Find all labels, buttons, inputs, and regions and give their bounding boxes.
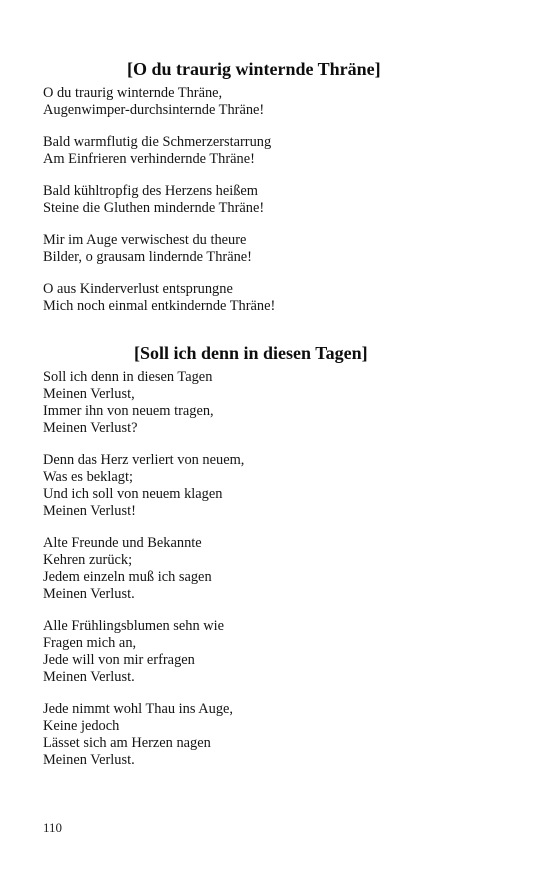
verse-line: Meinen Verlust,: [43, 386, 135, 402]
verse-line: Bald kühltropfig des Herzens heißem: [43, 183, 259, 199]
poem-soll-ich-denn: [0, 342, 550, 784]
verse-line: Augenwimper-durchsinternde Thräne!: [43, 102, 265, 118]
stanza: [43, 134, 550, 168]
verse-line: Jede will von mir erfragen: [43, 652, 195, 668]
poem-winternde-thraene: [0, 58, 550, 330]
verse-line: Jede nimmt wohl Thau ins Auge,: [43, 701, 233, 717]
verse-line: Lässet sich am Herzen nagen: [43, 735, 211, 751]
verse-line: Bilder, o grausam lindernde Thräne!: [43, 249, 252, 265]
page-number: 110: [43, 820, 63, 835]
verse-line: Jedem einzeln muß ich sagen: [43, 569, 212, 585]
verse-line: Und ich soll von neuem klagen: [43, 486, 223, 502]
verse-line: Meinen Verlust?: [43, 420, 138, 436]
verse-line: O aus Kinderverlust entsprungne: [43, 281, 233, 297]
stanza: [43, 281, 550, 315]
verse-line: Bald warmflutig die Schmerzerstarrung: [43, 134, 272, 150]
verse-line: Alle Frühlingsblumen sehn wie: [43, 618, 225, 634]
verse-line: Denn das Herz verliert von neuem,: [43, 452, 245, 468]
verse-line: Mir im Auge verwischest du theure: [43, 232, 247, 248]
stanza: [43, 183, 550, 217]
stanza: [43, 85, 550, 119]
stanza: [43, 701, 550, 769]
poem-body: [43, 85, 550, 315]
verse-line: Immer ihn von neuem tragen,: [43, 403, 214, 419]
verse-line: Am Einfrieren verhindernde Thräne!: [43, 151, 255, 167]
verse-line: O du traurig winternde Thräne,: [43, 85, 223, 101]
verse-line: Meinen Verlust!: [43, 503, 136, 519]
verse-line: Alte Freunde und Bekannte: [43, 535, 202, 551]
verse-line: Meinen Verlust.: [43, 752, 135, 768]
verse-line: Kehren zurück;: [43, 552, 133, 568]
verse-line: Steine die Gluthen mindernde Thräne!: [43, 200, 265, 216]
verse-line: Was es beklagt;: [43, 469, 133, 485]
poem-body: [43, 369, 550, 769]
poem-title: [Soll ich denn in diesen Tagen]: [134, 343, 368, 363]
stanza: [43, 535, 550, 603]
verse-line: Mich noch einmal entkindernde Thräne!: [43, 298, 276, 314]
verse-line: Fragen mich an,: [43, 635, 137, 651]
verse-line: Meinen Verlust.: [43, 669, 135, 685]
stanza: [43, 618, 550, 686]
verse-line: Keine jedoch: [43, 718, 120, 734]
verse-line: Meinen Verlust.: [43, 586, 135, 602]
verse-line: Soll ich denn in diesen Tagen: [43, 369, 213, 385]
poem-title: [O du traurig winternde Thräne]: [127, 59, 381, 79]
stanza: [43, 369, 550, 437]
stanza: [43, 232, 550, 266]
stanza: [43, 452, 550, 520]
